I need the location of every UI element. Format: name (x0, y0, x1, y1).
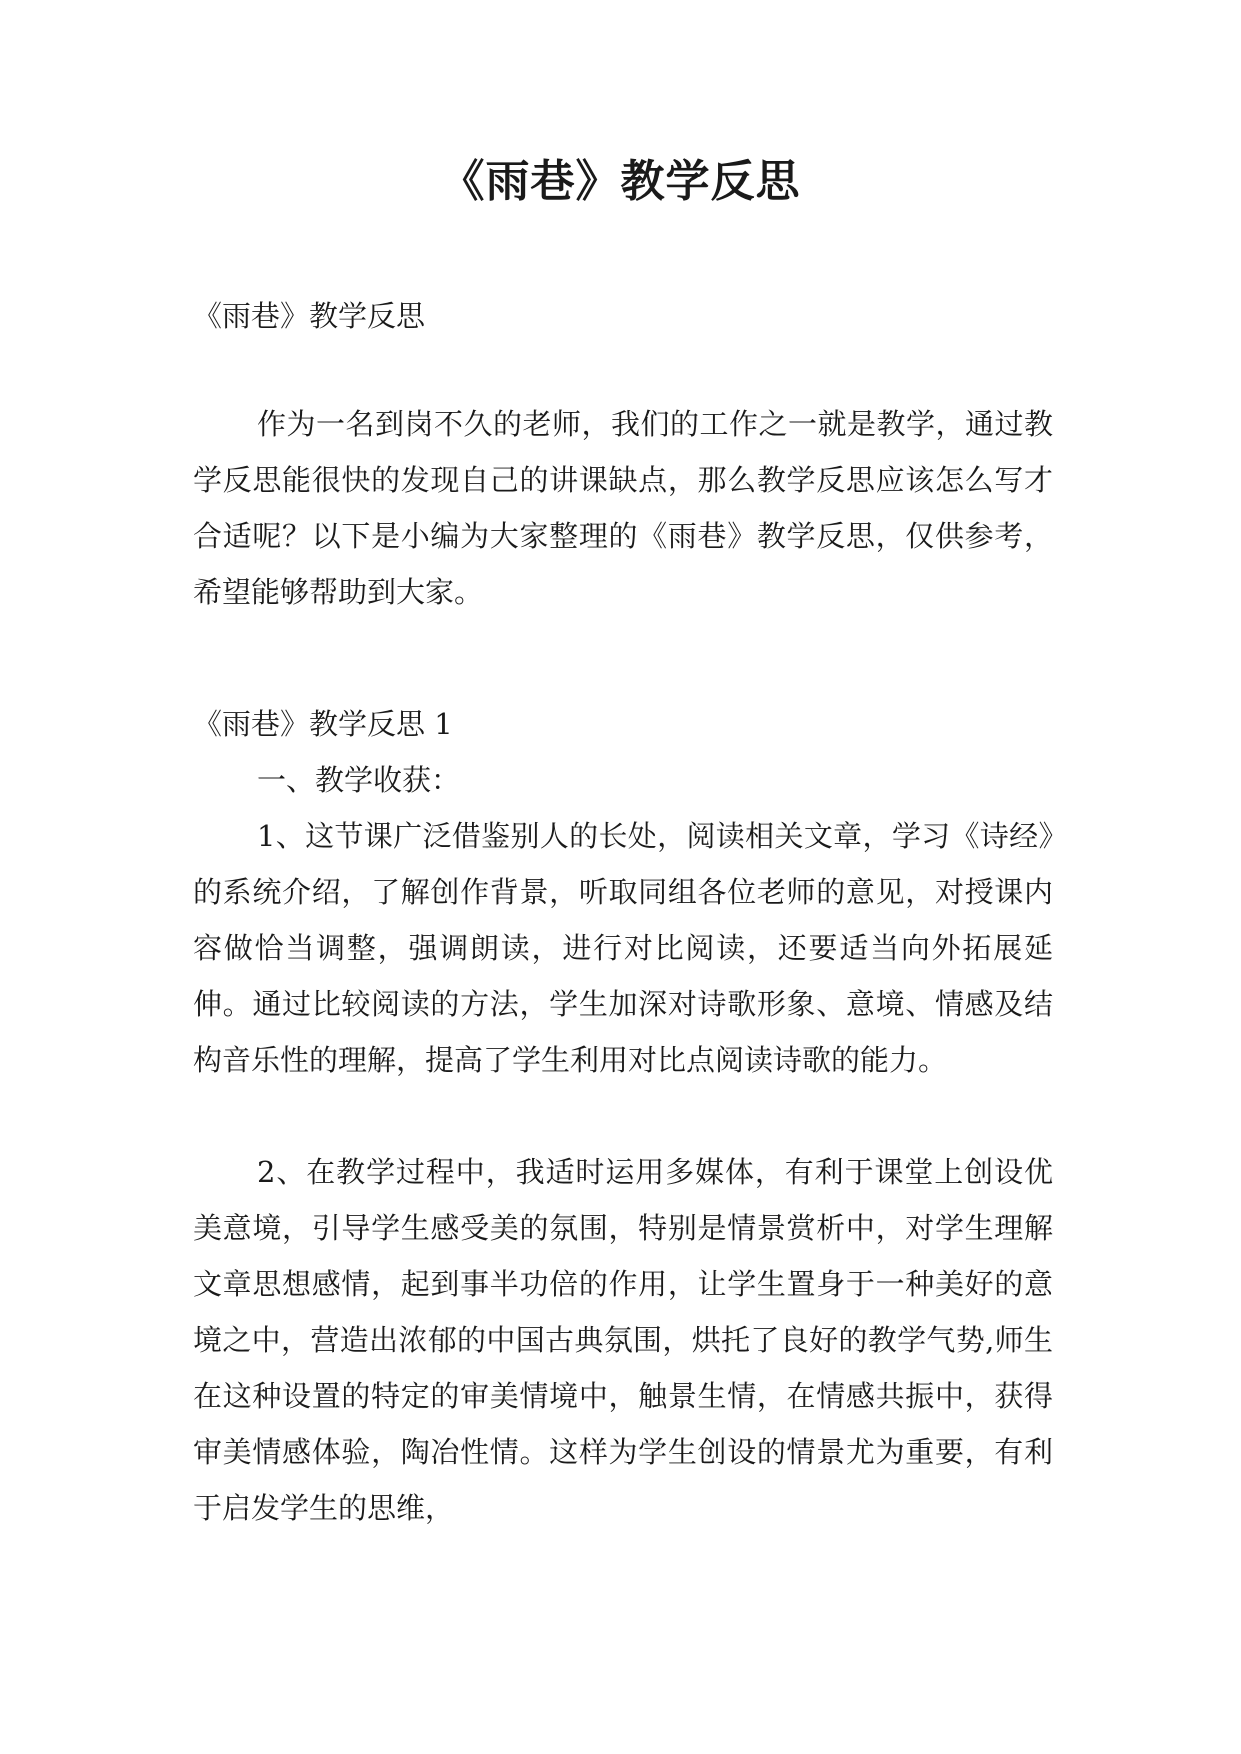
body-paragraph: 2、在教学过程中，我适时运用多媒体，有利于课堂上创设优美意境，引导学生感受美的氛围，特别是情景赏析中，对学生理解文章思想感情，起到事半功倍的作用，让学生置身于一种美好的意境之中，营造出浓郁的中国古典氛围，烘托了良好的教学气势,师生在这种设置的特定的审美情境中，触景生情，在情感共振中，获得审美情感体验，陶冶性情。这样为学生创设的情景尤为重要，有利于启发学生的思维， (193, 1155, 1053, 1525)
document-subtitle: 《雨巷》教学反思 (193, 299, 426, 333)
section-heading: 一、教学收获： (257, 763, 461, 797)
body-paragraph: 1、这节课广泛借鉴别人的长处，阅读相关文章，学习《诗经》的系统介绍，了解创作背景，听取同组各位老师的意见，对授课内容做恰当调整，强调朗读，进行对比阅读，还要适当向外拓展延伸。通过比较阅读的方法，学生加深对诗歌形象、意境、情感及结构音乐性的理解，提高了学生利用对比点阅读诗歌的能力。 (193, 819, 1053, 1077)
intro-paragraph: 作为一名到岗不久的老师，我们的工作之一就是教学，通过教学反思能很快的发现自己的讲课缺点，那么教学反思应该怎么写才合适呢？以下是小编为大家整理的《雨巷》教学反思，仅供参考，希望能够帮助到大家。 (193, 407, 1053, 609)
section-title: 《雨巷》教学反思 1 (193, 707, 453, 741)
document-title: 《雨巷》教学反思 (440, 156, 801, 207)
